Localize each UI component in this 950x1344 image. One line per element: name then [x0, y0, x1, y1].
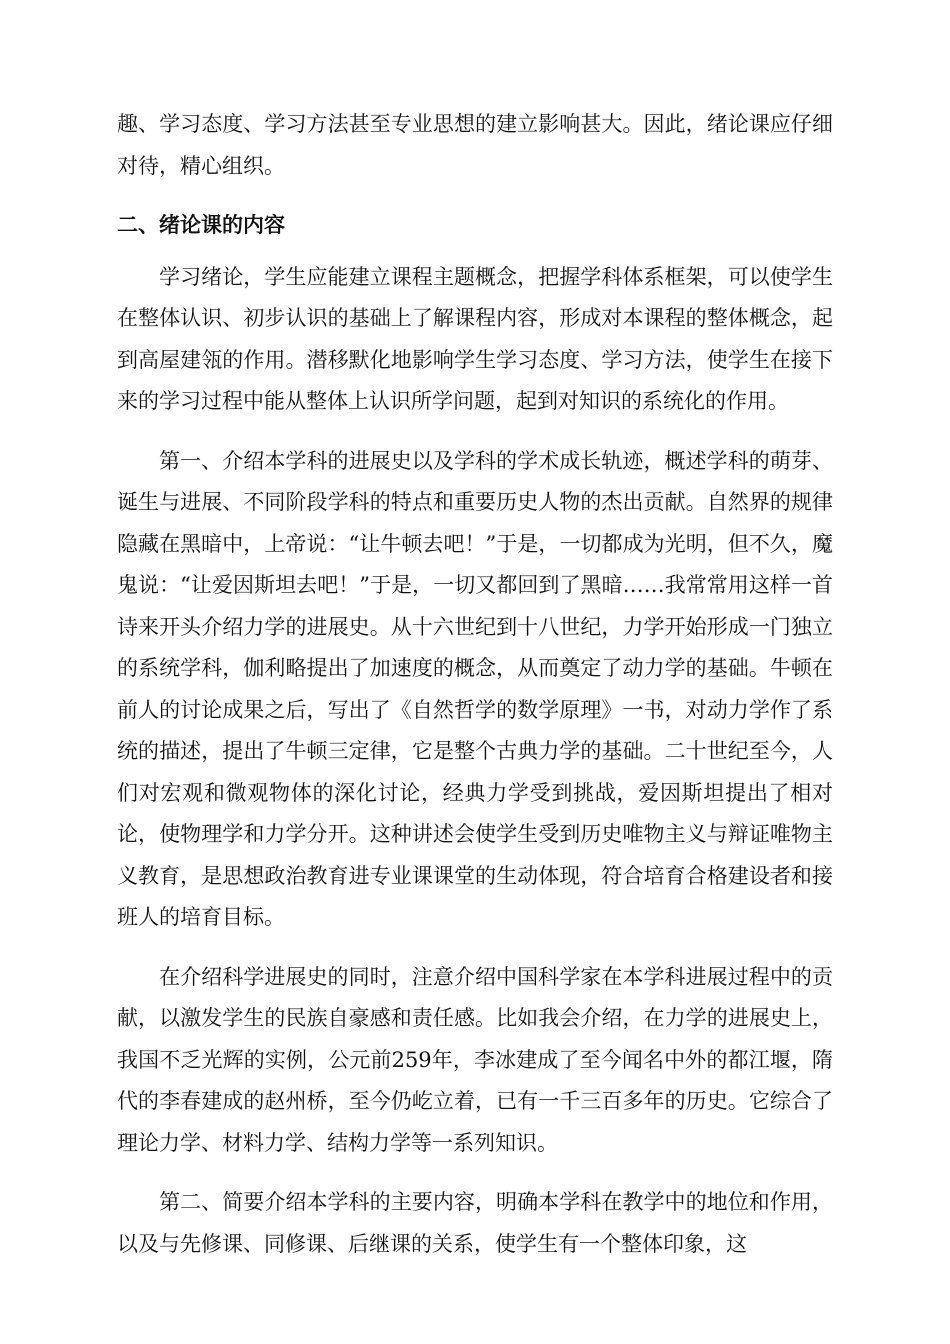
paragraph-chinese-scientists: 在介绍科学进展史的同时，注意介绍中国科学家在本学科进展过程中的贡献，以激发学生的民族自豪感和责任感。比如我会介绍，在力学的进展史上，我国不乏光辉的实例，公元前259年，李冰建成了至今闻名中外的都江堰，隋代的李春建成的赵州桥，至今仍屹立着，已有一千三百多年的历史。它综合了理论力学、材料力学、结构力学等一系列知识。 [117, 964, 833, 1155]
paragraph-first-point: 第一、介绍本学科的进展史以及学科的学术成长轨迹，概述学科的萌芽、诞生与进展、不同阶段学科的特点和重要历史人物的杰出贡献。自然界的规律隐藏在黑暗中，上帝说：“让牛顿去吧！”于是，一切都成为光明，但不久，魔鬼说：“让爱因斯坦去吧！”于是，一切又都回到了黑暗……我常常用这样一首诗来开头介绍力学的进展史。从十六世纪到十八世纪，力学开始形成一门独立的系统学科，伽利略提出了加速度的概念，从而奠定了动力学的基础。牛顿在前人的讨论成果之后，写出了《自然哲学的数学原理》一书，对动力学作了系统的描述，提出了牛顿三定律，它是整个古典力学的基础。二十世纪至今，人们对宏观和微观物体的深化讨论，经典力学受到挑战，爱因斯坦提出了相对论，使物理学和力学分开。这种讲述会使学生受到历史唯物主义与辩证唯物主义教育，是思想政治教育进专业课课堂的生动体现，符合培育合格建设者和接班人的培育目标。 [117, 448, 833, 929]
paragraph-intro: 学习绪论，学生应能建立课程主题概念，把握学科体系框架，可以使学生在整体认识、初步认识的基础上了解课程内容，形成对本课程的整体概念，起到高屋建瓴的作用。潜移默化地影响学生学习态度、学习方法，使学生在接下来的学习过程中能从整体上认识所学问题，起到对知识的系统化的作用。 [117, 264, 833, 413]
document-body [117, 104, 833, 1283]
paragraph-continuation: 趣、学习态度、学习方法甚至专业思想的建立影响甚大。因此，绪论课应仔细对待，精心组织。 [117, 112, 833, 178]
paragraph-second-point: 第二、简要介绍本学科的主要内容，明确本学科在教学中的地位和作用，以及与先修课、同修课、后继课的关系，使学生有一个整体印象，这 [117, 1190, 833, 1256]
section-heading: 二、绪论课的内容 [117, 213, 285, 237]
